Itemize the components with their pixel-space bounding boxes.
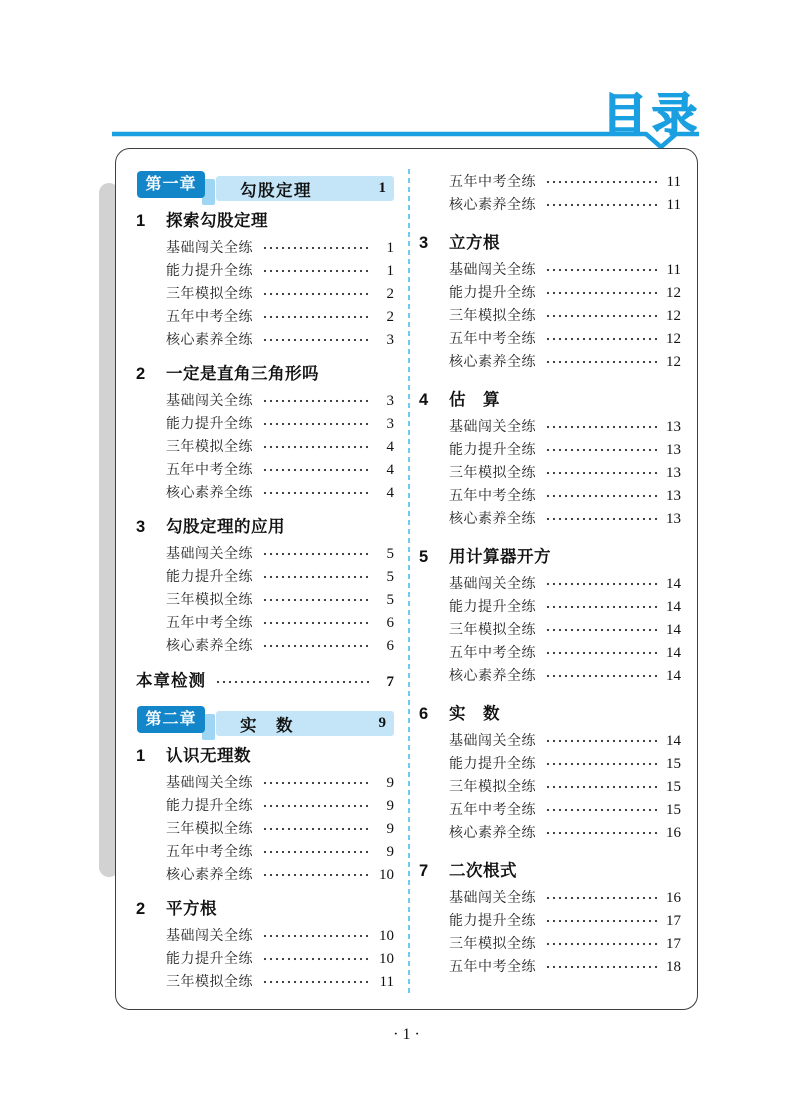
toc-entry-label: 能力提升全练: [449, 286, 536, 301]
toc-entry-page: 17: [666, 913, 681, 929]
dot-leader: [262, 593, 371, 607]
chapter-header: [136, 706, 394, 736]
toc-entry-label: 三年模拟全练: [166, 593, 253, 608]
dot-leader: [545, 489, 658, 503]
toc-entry: [419, 753, 681, 776]
dot-leader: [545, 263, 658, 277]
toc-entry-page: 14: [666, 622, 681, 638]
toc-entry-label: 五年中考全练: [166, 616, 253, 631]
toc-entry-page: 4: [386, 439, 394, 455]
dot-leader: [262, 310, 371, 324]
toc-entry: [136, 795, 394, 818]
toc-entry: [419, 439, 681, 462]
toc-entry: [136, 864, 394, 887]
section-title-row: [136, 746, 394, 766]
toc-section: [419, 861, 681, 979]
dot-leader: [545, 198, 658, 212]
toc-entry: [419, 910, 681, 933]
toc-entry-label: 能力提升全练: [166, 952, 253, 967]
chapter-page-number: 9: [378, 715, 386, 731]
toc-entry-label: 三年模拟全练: [449, 466, 536, 481]
dot-leader: [262, 241, 371, 255]
dot-leader: [545, 443, 658, 457]
toc-entry: [419, 573, 681, 596]
toc-entry: [419, 887, 681, 910]
toc-entry-label: 五年中考全练: [449, 175, 536, 190]
dot-leader: [545, 466, 658, 480]
chapter-test-page: 7: [386, 674, 394, 690]
toc-entry-label: 基础闯关全练: [449, 420, 536, 435]
toc-entry: [136, 772, 394, 795]
toc-entry-label: 基础闯关全练: [166, 776, 253, 791]
toc-entry-label: 核心素养全练: [449, 512, 536, 527]
dot-leader: [262, 776, 371, 790]
toc-entry-label: 基础闯关全练: [449, 891, 536, 906]
dot-leader: [262, 822, 371, 836]
dot-leader: [545, 669, 658, 683]
toc-entry-label: 三年模拟全练: [449, 937, 536, 952]
dot-leader: [545, 600, 658, 614]
toc-entry: [419, 642, 681, 665]
toc-entry-page: 2: [386, 309, 394, 325]
toc-entry-page: 5: [386, 546, 394, 562]
toc-entry-page: 14: [666, 599, 681, 615]
toc-entry-page: 2: [386, 286, 394, 302]
toc-entry-label: 核心素养全练: [449, 198, 536, 213]
toc-entry-page: 12: [666, 308, 681, 324]
dot-leader: [262, 547, 371, 561]
toc-entry-label: 基础闯关全练: [166, 394, 253, 409]
toc-section: [419, 171, 681, 217]
dot-leader: [545, 646, 658, 660]
toc-entry: [136, 566, 394, 589]
toc-entry: [419, 730, 681, 753]
toc-section: [136, 899, 394, 994]
toc-entry-label: 能力提升全练: [166, 799, 253, 814]
chapter-page-number: 1: [378, 180, 386, 196]
toc-entry-page: 6: [386, 615, 394, 631]
section-title-row: [419, 233, 681, 253]
column-divider: [408, 169, 410, 995]
toc-entry-label: 基础闯关全练: [449, 263, 536, 278]
toc-entry-label: 五年中考全练: [449, 803, 536, 818]
toc-entry: [419, 282, 681, 305]
dot-leader: [545, 420, 658, 434]
toc-entry: [136, 482, 394, 505]
toc-entry: [419, 665, 681, 688]
section-title-row: [136, 899, 394, 919]
toc-entry-page: 1: [386, 263, 394, 279]
toc-entry-label: 基础闯关全练: [449, 734, 536, 749]
toc-entry: [419, 305, 681, 328]
toc-entry: [136, 818, 394, 841]
toc-entry-page: 13: [666, 488, 681, 504]
toc-entry: [136, 237, 394, 260]
dot-leader: [262, 394, 371, 408]
toc-entry-label: 五年中考全练: [449, 489, 536, 504]
toc-entry-label: 基础闯关全练: [166, 929, 253, 944]
toc-entry-page: 6: [386, 638, 394, 654]
toc-entry-page: 9: [386, 798, 394, 814]
toc-entry-page: 14: [666, 645, 681, 661]
dot-leader: [545, 577, 658, 591]
toc-entry-page: 11: [379, 974, 394, 990]
dot-leader: [262, 845, 371, 859]
toc-entry-page: 9: [386, 821, 394, 837]
toc-entry: [136, 612, 394, 635]
section-title-row: [419, 390, 681, 410]
toc-entry-label: 核心素养全练: [166, 639, 253, 654]
section-title: 一定是直角三角形吗: [166, 365, 319, 383]
section-title-row: [136, 517, 394, 537]
dot-leader: [545, 780, 658, 794]
toc-entry-label: 三年模拟全练: [166, 975, 253, 990]
section-number: 2: [136, 365, 146, 383]
toc-right-column: [419, 171, 681, 995]
toc-entry-label: 核心素养全练: [449, 355, 536, 370]
toc-entry-page: 13: [666, 465, 681, 481]
dot-leader: [545, 332, 658, 346]
toc-entry: [136, 841, 394, 864]
dot-leader: [262, 975, 371, 989]
dot-leader: [262, 264, 371, 278]
toc-entry-page: 14: [666, 733, 681, 749]
toc-entry-label: 三年模拟全练: [449, 780, 536, 795]
section-title: 立方根: [449, 234, 500, 252]
toc-entry-label: 基础闯关全练: [449, 577, 536, 592]
toc-entry: [136, 589, 394, 612]
toc-entry-label: 五年中考全练: [166, 845, 253, 860]
toc-entry-page: 3: [386, 332, 394, 348]
chapter-title: 勾股定理: [240, 181, 312, 200]
toc-entry-label: 核心素养全练: [166, 333, 253, 348]
toc-entry: [419, 171, 681, 194]
dot-leader: [262, 868, 371, 882]
dot-leader: [262, 799, 371, 813]
toc-entry-page: 11: [666, 262, 681, 278]
toc-entry: [419, 416, 681, 439]
toc-entry-page: 3: [386, 393, 394, 409]
chapter-header: [136, 171, 394, 201]
chapter-label: 第一章: [137, 171, 205, 198]
section-title: 认识无理数: [166, 747, 251, 765]
toc-entry: [419, 351, 681, 374]
toc-entry-page: 13: [666, 442, 681, 458]
toc-content-box: [115, 148, 698, 1010]
dot-leader: [262, 639, 371, 653]
toc-entry: [419, 619, 681, 642]
section-number: 1: [136, 747, 146, 765]
dot-leader: [545, 891, 658, 905]
toc-entry: [136, 543, 394, 566]
toc-section: [419, 390, 681, 531]
toc-entry-page: 5: [386, 592, 394, 608]
toc-entry-label: 三年模拟全练: [166, 440, 253, 455]
toc-entry-page: 10: [379, 951, 394, 967]
toc-entry-page: 15: [666, 779, 681, 795]
dot-leader: [545, 960, 658, 974]
dot-leader: [545, 914, 658, 928]
toc-entry: [136, 413, 394, 436]
dot-leader: [262, 417, 371, 431]
toc-entry: [136, 390, 394, 413]
toc-entry-label: 能力提升全练: [449, 757, 536, 772]
toc-entry: [136, 283, 394, 306]
toc-entry-page: 15: [666, 802, 681, 818]
toc-section: [136, 364, 394, 505]
toc-entry: [419, 596, 681, 619]
toc-entry-label: 能力提升全练: [166, 570, 253, 585]
toc-entry-label: 能力提升全练: [449, 443, 536, 458]
dot-leader: [545, 355, 658, 369]
toc-entry: [419, 259, 681, 282]
section-title-row: [419, 861, 681, 881]
toc-entry-label: 核心素养全练: [166, 486, 253, 501]
section-title: 实 数: [449, 705, 500, 723]
toc-entry-label: 核心素养全练: [449, 669, 536, 684]
toc-entry-page: 14: [666, 576, 681, 592]
chapter-test-entry: [136, 670, 394, 694]
toc-entry-page: 11: [666, 197, 681, 213]
dot-leader: [545, 734, 658, 748]
dot-leader: [545, 803, 658, 817]
toc-entry: [419, 822, 681, 845]
toc-entry-page: 13: [666, 419, 681, 435]
section-number: 7: [419, 862, 429, 880]
dot-leader: [545, 623, 658, 637]
toc-entry-label: 基础闯关全练: [166, 241, 253, 256]
toc-entry-label: 五年中考全练: [166, 463, 253, 478]
toc-entry: [419, 799, 681, 822]
section-title: 二次根式: [449, 862, 517, 880]
toc-entry-label: 核心素养全练: [449, 826, 536, 841]
chapter-title-bar: [216, 711, 394, 736]
toc-section: [419, 233, 681, 374]
toc-section: [136, 211, 394, 352]
section-title: 平方根: [166, 900, 217, 918]
toc-entry-label: 能力提升全练: [166, 417, 253, 432]
chapter-test-label: 本章检测: [136, 672, 206, 690]
section-title-row: [419, 704, 681, 724]
toc-entry: [136, 635, 394, 658]
toc-entry: [419, 485, 681, 508]
toc-entry: [136, 260, 394, 283]
toc-entry: [419, 776, 681, 799]
toc-entry-page: 12: [666, 331, 681, 347]
toc-entry-label: 核心素养全练: [166, 868, 253, 883]
toc-entry-page: 15: [666, 756, 681, 772]
toc-entry-page: 14: [666, 668, 681, 684]
toc-entry: [136, 306, 394, 329]
section-number: 3: [419, 234, 429, 252]
section-number: 3: [136, 518, 146, 536]
toc-entry-page: 4: [386, 485, 394, 501]
toc-entry-label: 基础闯关全练: [166, 547, 253, 562]
toc-entry-page: 10: [379, 867, 394, 883]
chapter-label: 第二章: [137, 706, 205, 733]
toc-entry-label: 能力提升全练: [449, 914, 536, 929]
toc-entry-page: 1: [386, 240, 394, 256]
dot-leader: [545, 309, 658, 323]
toc-section: [419, 704, 681, 845]
toc-entry-label: 三年模拟全练: [449, 623, 536, 638]
dot-leader: [262, 440, 371, 454]
section-title-row: [419, 547, 681, 567]
toc-entry-page: 18: [666, 959, 681, 975]
toc-entry-label: 五年中考全练: [449, 332, 536, 347]
page-title: 目录: [601, 89, 702, 140]
section-number: 2: [136, 900, 146, 918]
toc-entry-label: 能力提升全练: [166, 264, 253, 279]
toc-entry: [419, 194, 681, 217]
toc-entry-page: 17: [666, 936, 681, 952]
footer-page-number: · 1 ·: [393, 1026, 420, 1043]
toc-entry-page: 16: [666, 890, 681, 906]
toc-entry: [419, 933, 681, 956]
toc-entry-page: 12: [666, 285, 681, 301]
dot-leader: [545, 757, 658, 771]
section-number: 6: [419, 705, 429, 723]
toc-entry: [419, 328, 681, 351]
toc-left-column: [136, 171, 394, 995]
toc-entry-page: 16: [666, 825, 681, 841]
section-title: 用计算器开方: [449, 548, 551, 566]
section-title: 勾股定理的应用: [166, 518, 285, 536]
toc-entry-label: 五年中考全练: [449, 646, 536, 661]
dot-leader: [262, 570, 371, 584]
section-number: 4: [419, 391, 429, 409]
toc-entry-page: 4: [386, 462, 394, 478]
toc-entry: [136, 925, 394, 948]
dot-leader: [262, 463, 371, 477]
section-title: 探索勾股定理: [166, 212, 268, 230]
dot-leader: [545, 286, 658, 300]
dot-leader: [262, 616, 371, 630]
toc-entry: [136, 329, 394, 352]
dot-leader: [262, 486, 371, 500]
toc-entry-page: 9: [386, 844, 394, 860]
section-title: 估 算: [449, 391, 500, 409]
toc-entry-label: 能力提升全练: [449, 600, 536, 615]
dot-leader: [262, 287, 371, 301]
toc-entry-page: 12: [666, 354, 681, 370]
chapter-title: 实 数: [240, 716, 294, 735]
dot-leader: [262, 929, 371, 943]
section-title-row: [136, 211, 394, 231]
dot-leader: [545, 826, 658, 840]
toc-entry-label: 三年模拟全练: [166, 287, 253, 302]
dot-leader: [262, 333, 371, 347]
dot-leader: [545, 512, 658, 526]
toc-entry-page: 9: [386, 775, 394, 791]
dot-leader: [262, 952, 371, 966]
dot-leader: [545, 937, 658, 951]
toc-entry: [419, 508, 681, 531]
toc-entry-page: 5: [386, 569, 394, 585]
toc-entry-label: 五年中考全练: [449, 960, 536, 975]
toc-section: [136, 517, 394, 658]
toc-entry: [136, 971, 394, 994]
section-number: 1: [136, 212, 146, 230]
toc-entry: [136, 459, 394, 482]
toc-entry: [136, 436, 394, 459]
toc-entry: [419, 956, 681, 979]
toc-entry-page: 10: [379, 928, 394, 944]
toc-entry: [419, 462, 681, 485]
toc-entry-page: 11: [666, 174, 681, 190]
toc-entry-page: 3: [386, 416, 394, 432]
toc-entry: [136, 948, 394, 971]
toc-section: [419, 547, 681, 688]
toc-entry-label: 五年中考全练: [166, 310, 253, 325]
chapter-title-bar: [216, 176, 394, 201]
dot-leader: [215, 675, 371, 689]
section-number: 5: [419, 548, 429, 566]
toc-entry-label: 三年模拟全练: [166, 822, 253, 837]
dot-leader: [545, 175, 658, 189]
toc-entry-page: 13: [666, 511, 681, 527]
section-title-row: [136, 364, 394, 384]
toc-entry-label: 三年模拟全练: [449, 309, 536, 324]
toc-section: [136, 746, 394, 887]
